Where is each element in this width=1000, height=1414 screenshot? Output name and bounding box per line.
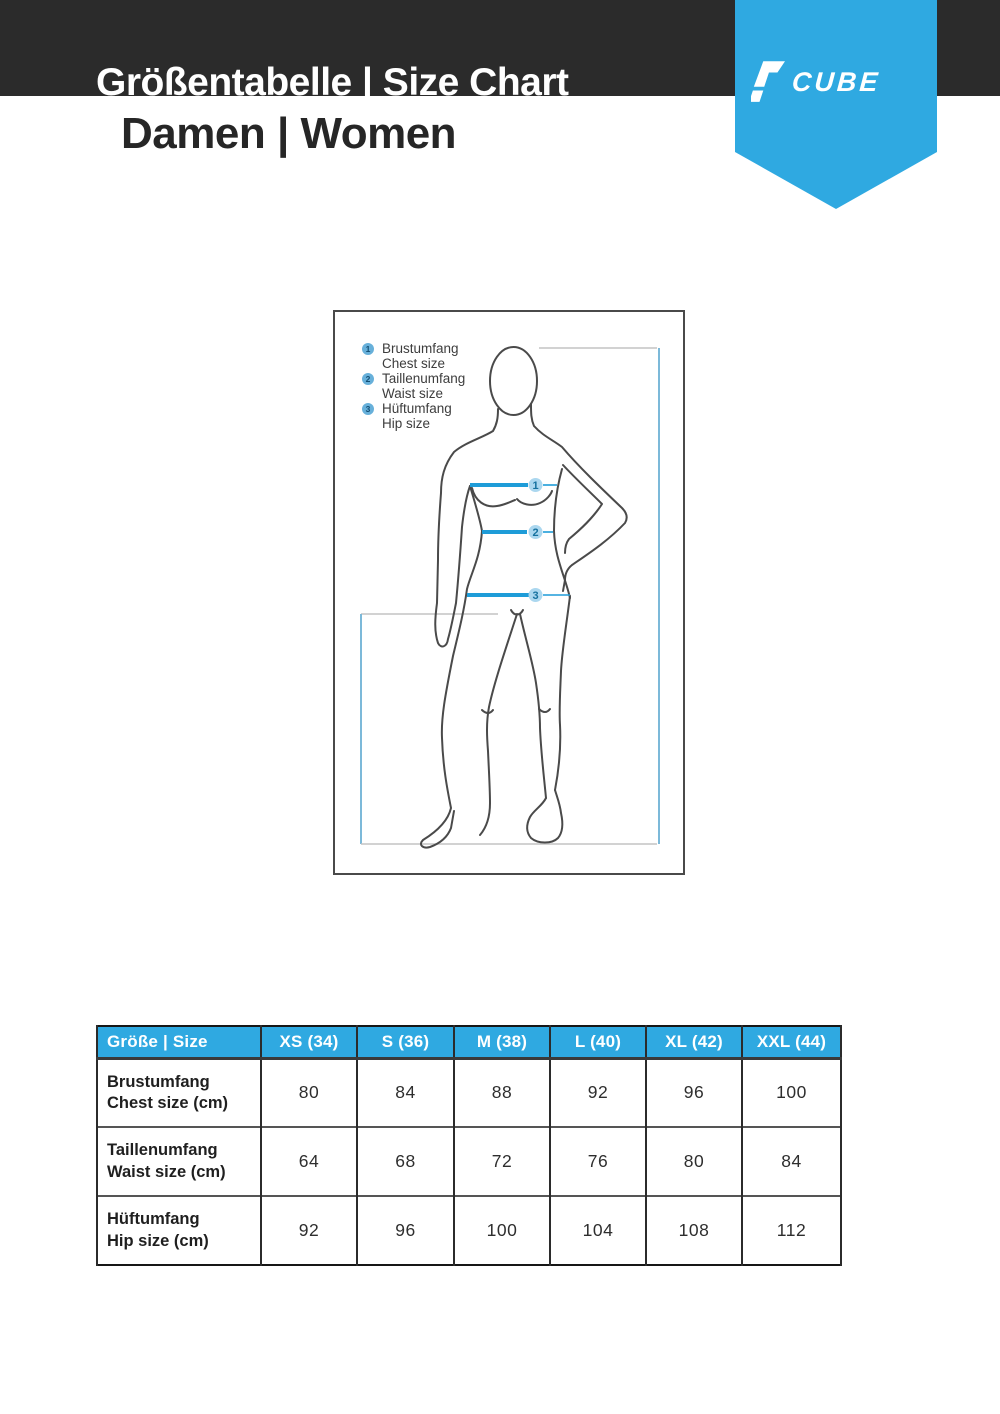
value-cell: 88 (454, 1058, 550, 1127)
legend-item-waist (362, 372, 465, 401)
cube-logo-icon (751, 60, 785, 104)
row-label-de: Brustumfang (107, 1072, 210, 1091)
legend-label-de: Brustumfang (382, 341, 459, 356)
row-label-en: Waist size (cm) (107, 1162, 226, 1181)
measure-line-chest (470, 478, 557, 492)
page-title: Größentabelle | Size Chart (96, 61, 569, 104)
legend-label-en: Waist size (382, 385, 444, 401)
legend-label-en: Chest size (382, 355, 446, 371)
measure-marker-3-label: 3 (532, 590, 539, 602)
value-cell: 96 (646, 1058, 742, 1127)
brand-ribbon (735, 0, 937, 209)
col-header-size: Größe | Size (97, 1026, 261, 1058)
table-row-waist (97, 1127, 841, 1196)
head (490, 347, 537, 415)
value-cell: 72 (454, 1127, 550, 1196)
size-table (96, 1025, 842, 1266)
value-cell: 84 (742, 1127, 841, 1196)
left-arm (435, 409, 498, 646)
legend-badge-2: 2 (362, 373, 374, 385)
value-cell: 68 (357, 1127, 454, 1196)
value-cell: 92 (550, 1058, 646, 1127)
row-label-hip (97, 1196, 261, 1265)
torso-left-leg (421, 486, 482, 848)
right-arm-outer (531, 404, 627, 591)
legend-item-chest (362, 342, 465, 371)
table-row-chest (97, 1058, 841, 1127)
legend-badge-1: 1 (362, 343, 374, 355)
value-cell: 80 (261, 1058, 357, 1127)
right-foot (527, 790, 562, 843)
left-leg-inner (480, 614, 517, 835)
value-cell: 100 (454, 1196, 550, 1265)
measure-marker-1-label: 1 (532, 480, 539, 492)
right-leg-outer (555, 596, 570, 790)
col-header-xxl: XXL (44) (742, 1026, 841, 1058)
right-leg-inner (520, 614, 546, 798)
bust-curves (472, 488, 552, 506)
cube-logo-text: CUBE (790, 66, 882, 97)
row-label-de: Taillenumfang (107, 1141, 218, 1160)
measure-marker-2-label: 2 (532, 527, 539, 539)
torso-right (554, 469, 570, 598)
row-label-de: Hüftumfang (107, 1210, 200, 1229)
value-cell: 104 (550, 1196, 646, 1265)
col-header-xs: XS (34) (261, 1026, 357, 1058)
right-arm-inner (563, 465, 602, 553)
row-label-en: Hip size (cm) (107, 1231, 209, 1250)
page-subtitle: Damen | Women (121, 109, 457, 158)
table-row-hip (97, 1196, 841, 1265)
crotch-line (511, 610, 523, 615)
legend-badge-3: 3 (362, 403, 374, 415)
measure-line-waist (482, 525, 553, 539)
value-cell: 92 (261, 1196, 357, 1265)
value-cell: 80 (646, 1127, 742, 1196)
row-label-waist (97, 1127, 261, 1196)
value-cell: 112 (742, 1196, 841, 1265)
value-cell: 84 (357, 1058, 454, 1127)
measurement-legend (362, 342, 465, 433)
col-header-s: S (36) (357, 1026, 454, 1058)
value-cell: 64 (261, 1127, 357, 1196)
table-header-row (97, 1026, 841, 1058)
measure-line-hip (467, 588, 570, 602)
col-header-xl: XL (42) (646, 1026, 742, 1058)
value-cell: 76 (550, 1127, 646, 1196)
col-header-l: L (40) (550, 1026, 646, 1058)
legend-label-de: Hüftumfang (382, 401, 452, 417)
value-cell: 96 (357, 1196, 454, 1265)
row-label-chest (97, 1058, 261, 1127)
legend-label-de: Taillenumfang (382, 371, 466, 387)
legend-item-hip (362, 402, 465, 431)
value-cell: 108 (646, 1196, 742, 1265)
legend-label-en: Hip size (382, 415, 431, 431)
col-header-m: M (38) (454, 1026, 550, 1058)
ribbon-shape (735, 0, 937, 209)
figure-box (333, 310, 685, 875)
value-cell: 100 (742, 1058, 841, 1127)
cube-logo (751, 60, 881, 104)
row-label-en: Chest size (cm) (107, 1093, 229, 1112)
